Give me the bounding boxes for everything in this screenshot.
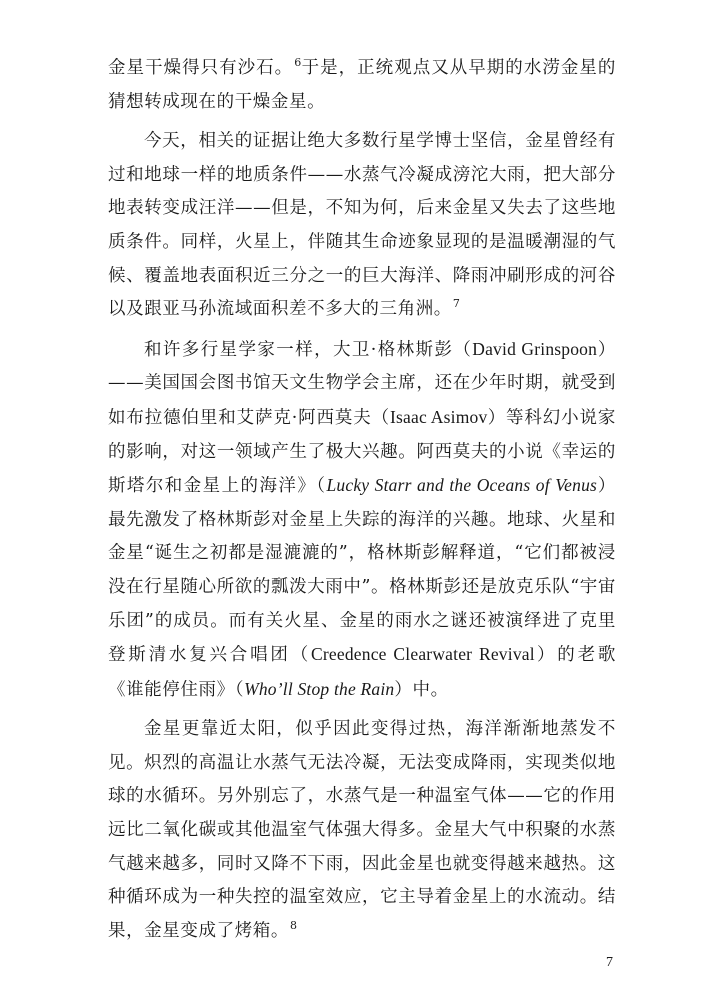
- paragraph-2-text: 今天，相关的证据让绝大多数行星学博士坚信，金星曾经有过和地球一样的地质条件——水蒸气冷凝成滂沱大雨，把大部分地表转变成汪洋——但是，不知为何，后来金星又失去了这些地质条件。同样，火星上，伴随其生命迹象显现的是温暖潮湿的气候、覆盖地表面积近三分之一的巨大海洋、降雨冲刷形成的河谷以及跟亚马孙流域面积差不多大的三角洲。: [108, 131, 616, 320]
- footnote-marker-6[interactable]: 6: [294, 56, 302, 69]
- song-title-stop-the-rain: Who’ll Stop the Rain: [244, 678, 395, 699]
- paragraph-3-text-e: ）的老歌《谁能停住雨》（: [108, 645, 616, 700]
- footnote-marker-7[interactable]: 7: [452, 297, 460, 311]
- band-name-ccr: Creedence Clearwater Revival: [311, 644, 535, 665]
- paragraph-3-text-a: 和许多行星学家一样，大卫·格林斯彭（: [144, 339, 473, 360]
- paragraph-1: [108, 52, 616, 119]
- name-isaac-asimov: Isaac Asimov: [389, 406, 488, 427]
- footnote-marker-8[interactable]: 8: [290, 918, 297, 932]
- book-title-lucky-starr: Lucky Starr and the Oceans of Venus: [326, 475, 598, 496]
- paragraph-3-text-b: ）——美国国会图书馆天文生物学会主席，还在少年时期，就受到如布拉德伯里和艾萨克·阿西莫夫（: [108, 339, 616, 428]
- paragraph-3: [108, 333, 616, 708]
- paragraph-3-text-d: ）最先激发了格林斯彭对金星上失踪的海洋的兴趣。地球、火星和金星“诞生之初都是湿漉漉的”，格林斯彭解释道，“它们都被浸没在行星随心所欲的瓢泼大雨中”。格林斯彭还是放克乐队“宇宙乐团”的成员。而有关火星、金星的雨水之谜还被演绎进了克里登斯清水复兴合唱团（: [108, 476, 616, 666]
- paragraph-1-text-a: 金星干燥得只有沙石。: [108, 58, 294, 78]
- paragraph-2: [108, 125, 616, 327]
- paragraph-4-text: 金星更靠近太阳，似乎因此变得过热，海洋渐渐地蒸发不见。炽烈的高温让水蒸气无法冷凝，无法变成降雨，实现类似地球的水循环。另外别忘了，水蒸气是一种温室气体——它的作用远比二氧化碳或其他温室气体强大得多。金星大气中积聚的水蒸气越来越多，同时又降不下雨，因此金星也就变得越来越热。这种循环成为一种失控的温室效应，它主导着金星上的水流动。结果，金星变成了烤箱。: [108, 719, 616, 941]
- body-text: [108, 52, 616, 954]
- paragraph-1-text-b: 于是，正统观点又从早期的水涝金星的猜想转成现在的干燥金星。: [108, 58, 616, 112]
- paragraph-4: [108, 713, 616, 948]
- paragraph-3-text-c: ）等科幻小说家的影响，对这一领域产生了极大兴趣。阿西莫夫的小说《幸运的斯塔尔和金星上的海洋》（: [108, 407, 617, 497]
- name-david-grinspoon: David Grinspoon: [472, 338, 598, 359]
- paragraph-3-text-f: ）中。: [394, 679, 449, 700]
- page-number: 7: [606, 955, 613, 970]
